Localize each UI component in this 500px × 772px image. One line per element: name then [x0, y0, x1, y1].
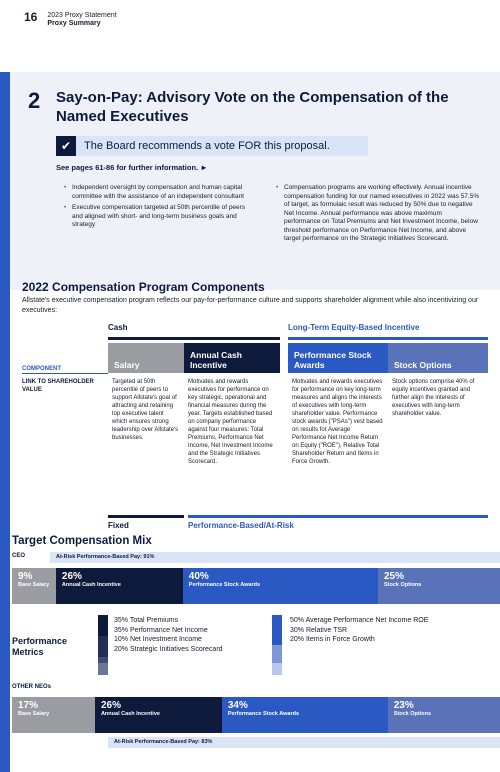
component-label: COMPONENT: [22, 366, 108, 374]
page-header: [24, 10, 117, 40]
seg-annual-cash: [56, 568, 183, 604]
ceo-at-risk-band: At-Risk Performance-Based Pay: 91%: [50, 552, 500, 563]
bullet-item: • Executive compensation targeted at 50th percentile of peers and aligned with short- and long-term business goals and strategy: [64, 204, 254, 230]
stack-seg-roe: [272, 615, 282, 645]
psa-metric-stack: [272, 615, 282, 675]
stack-seg-relative-tsr: [272, 645, 282, 663]
bullet-item: • Independent oversight by compensation and human capital committee with the assistance of an independent consultant: [64, 184, 254, 201]
bullets-right: [276, 184, 480, 247]
doc-title: 2023 Proxy Statement: [47, 12, 117, 19]
foot-fixed: Fixed: [108, 515, 184, 530]
neo-at-risk-band: At-Risk Performance-Based Pay: 83%: [108, 737, 500, 748]
segment-label: Stock Options: [383, 582, 422, 588]
segment-percent: 9%: [18, 571, 33, 582]
accent-stripe: [0, 72, 10, 772]
segment-label: Stock Options: [393, 711, 432, 717]
ceo-mix-bar: [12, 568, 500, 604]
recommendation-text: The Board recommends a vote FOR this proposal.: [84, 140, 330, 152]
stack-seg-total-premiums: [98, 615, 108, 636]
annual-metric-stack: [98, 615, 108, 675]
check-icon: ✔: [56, 136, 76, 156]
segment-percent: 25%: [383, 571, 404, 582]
metric-item: 20% Items in Force Growth: [290, 636, 375, 643]
segment-label: Annual Cash Incentive: [100, 711, 160, 717]
neo-mix-bar: [12, 697, 500, 733]
header-text: [47, 10, 116, 28]
segment-percent: 17%: [18, 700, 39, 711]
seg-psa: [183, 568, 378, 604]
metric-item: 20% Strategic Initiatives Scorecard: [114, 645, 223, 653]
seg-psa: [222, 697, 388, 733]
bullets-left: [64, 184, 254, 233]
see-pages-link[interactable]: See pages 61-86 for further information. ►: [56, 163, 208, 172]
ceo-label: CEO: [12, 553, 26, 559]
seg-base-salary: [12, 568, 56, 604]
bullet-item: • Compensation programs are working effectively. Annual incentive compensation funding for our named executives in 2022 was 57.5% of target, as formulaic result was reduced by 50% due to negative Net Income. Annual performance was above maximum performance on Total Premiums and Net Investment Income, below threshold performance on Performance Net Income, and above target performance on the Strategic Initiatives Scorecard.: [276, 184, 480, 244]
metric-item: 30% Relative TSR: [290, 626, 348, 634]
seg-stock-options: [378, 568, 500, 604]
col-text-annual-cash: Motivates and rewards executives for performance on key strategic, operational and financial measures during the year. Targets established based on company performance against four measures: Total Premiums, Performance Net Income, Net Investment Income and the Strategic Initiatives Scorecard.: [188, 379, 273, 465]
psa-metric-list: [290, 616, 490, 645]
metric-item: 35% Performance Net Income: [114, 626, 208, 634]
mix-heading: Target Compensation Mix: [12, 535, 152, 547]
col-text-salary: Targeted at 50th percentile of peers to support Allstate's goal of attracting and retaining top executive talent which ensures strong leadership over Allstate's businesses.: [112, 379, 179, 441]
group-long-term: Long-Term Equity-Based Incentive: [288, 323, 488, 340]
col-text-stock-options: Stock options comprise 40% of equity incentives granted and further align the interests of executives with long-term shareholder value.: [392, 379, 475, 417]
segment-percent: 26%: [100, 700, 121, 711]
components-intro: Allstate's executive compensation program reflects our pay-for-performance culture and supports shareholder alignment while also incentivizing our executives:: [22, 297, 479, 314]
segment-label: Performance Stock Awards: [227, 711, 300, 717]
col-text-psa: Motivates and rewards executives for performance on key long-term measures and aligns the interests of executives with long-term shareholder value. Performance stock awards ("PSAs") vest based on results for Average Performance Net Income Return on Equity ("ROE"), Relative Total Shareholder Return and Items in Force Growth.: [292, 379, 383, 465]
metric-item: 50% Average Performance Net Income ROE: [290, 617, 429, 624]
seg-base-salary: [12, 697, 95, 733]
segment-label: Performance Stock Awards: [188, 582, 261, 588]
section-name: Proxy Summary: [47, 20, 101, 27]
seg-stock-options: [388, 697, 500, 733]
stack-seg-items-in-force: [272, 663, 282, 675]
segment-percent: 26%: [61, 571, 82, 582]
foot-at-risk: Performance-Based/At-Risk: [188, 515, 488, 530]
segment-percent: 23%: [393, 700, 414, 711]
segment-percent: 40%: [188, 571, 209, 582]
segment-label: Annual Cash Incentive: [61, 582, 121, 588]
col-head-stock-options: Stock Options: [388, 343, 488, 373]
metric-item: 35% Total Premiums: [114, 617, 179, 624]
segment-percent: 34%: [227, 700, 248, 711]
group-cash: Cash: [108, 323, 280, 340]
page-number: 16: [24, 10, 38, 24]
proposal-title: Say-on-Pay: Advisory Vote on the Compensation of the Named Executives: [56, 89, 449, 125]
metric-item: 10% Net Investment Income: [114, 636, 202, 643]
segment-label: Base Salary: [18, 582, 50, 588]
proposal-number: 2: [28, 88, 41, 113]
other-neos-label: OTHER NEOs: [12, 684, 52, 690]
seg-annual-cash: [95, 697, 222, 733]
col-head-salary: Salary: [108, 343, 184, 373]
recommendation-bar: [56, 136, 368, 156]
segment-label: Base Salary: [18, 711, 50, 717]
col-head-annual-cash: Annual Cash Incentive: [184, 343, 280, 373]
annual-metric-list: [114, 616, 223, 654]
stack-seg-strategic-initiatives: [98, 663, 108, 675]
stack-seg-performance-net-income: [98, 636, 108, 657]
performance-metrics-label: Performance Metrics: [12, 636, 68, 657]
components-heading: 2022 Compensation Program Components: [22, 280, 265, 294]
col-head-psa: Performance Stock Awards: [288, 343, 388, 373]
link-label: LINK TO SHAREHOLDER VALUE: [22, 379, 94, 393]
